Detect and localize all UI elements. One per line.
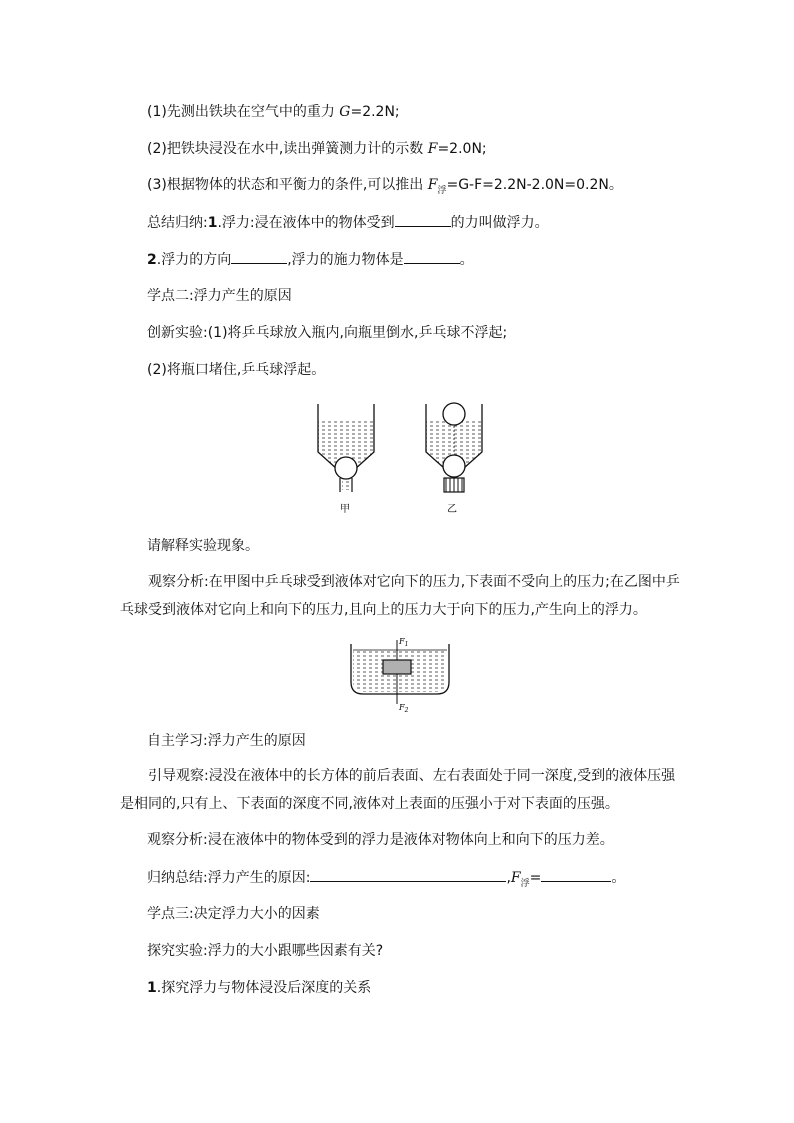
step-1-text: (1)先测出铁块在空气中的重力 xyxy=(147,104,340,120)
paragraph-step-3 xyxy=(147,175,623,201)
summary-3-text: 归纳总结:浮力产生的原因: xyxy=(147,870,311,886)
step-3-f: F xyxy=(427,177,438,193)
summary-2-mid: ,浮力的施力物体是 xyxy=(287,252,404,268)
summary-1-text: .浮力:浸在液体中的物体受到 xyxy=(217,215,395,231)
blank-3 xyxy=(404,249,460,264)
observation-paragraph-1 xyxy=(120,568,680,624)
blank-2 xyxy=(231,249,287,264)
label-yi: 乙 xyxy=(447,504,457,515)
force-f1-label: $F_1$ xyxy=(399,637,409,648)
experiment-line-1: 创新实验:(1)将乒乓球放入瓶内,向瓶里倒水,乒乓球不浮起; xyxy=(147,325,508,341)
step-3-text: (3)根据物体的状态和平衡力的条件,可以推出 xyxy=(147,177,428,193)
paragraph-step-1 xyxy=(147,102,400,122)
step-2-value: =2.0N; xyxy=(437,141,487,157)
item-1-number: 1 xyxy=(147,980,157,996)
experiment-line-2: (2)将瓶口堵住,乒乓球浮起。 xyxy=(147,362,326,378)
bottle-experiment-figure xyxy=(310,400,490,520)
summary-2-tail: 。 xyxy=(459,252,474,268)
section-heading-3: 学点三:决定浮力大小的因素 xyxy=(147,906,320,922)
summary-3: 归纳总结:浮力产生的原因: $,F_浮=$ 。 xyxy=(147,867,625,894)
guide-paragraph xyxy=(120,762,680,818)
summary-1-prefix: 总结归纳: xyxy=(147,215,208,231)
explore-line: 探究实验:浮力的大小跟哪些因素有关? xyxy=(147,943,384,959)
step-2-var: F xyxy=(427,141,438,157)
self-study-line: 自主学习:浮力产生的原因 xyxy=(147,733,306,749)
summary-1-number: 1 xyxy=(207,215,218,231)
blank-4 xyxy=(310,867,506,882)
summary-1-tail: 的力叫做浮力。 xyxy=(450,215,549,231)
summary-3-f: F xyxy=(510,870,521,886)
bottle-jia xyxy=(318,404,374,492)
section-heading-2: 学点二:浮力产生的原因 xyxy=(147,288,292,304)
step-3-equation: =G-F=2.2N-2.0N=0.2N。 xyxy=(446,177,623,193)
guide-text: 引导观察:浸没在液体中的长方体的前后表面、左右表面处于同一深度,受到的液体压强是相同的,只有上、下表面的深度不同,液体对上表面的压强小于对下表面的压强。 xyxy=(120,768,676,812)
explain-line: 请解释实验现象。 xyxy=(147,538,259,554)
summary-1 xyxy=(147,212,549,233)
observation-text-1: 观察分析:在甲图中乒乓球受到液体对它向下的压力,下表面不受向上的压力;在乙图中乒乓球受到液体对它向上和向下的压力,且向上的压力大于向下的压力,产生向上的浮力。 xyxy=(120,574,680,618)
item-1 xyxy=(147,978,371,998)
paragraph-step-2 xyxy=(147,139,487,159)
observation-line-2: 观察分析:浸在液体中的物体受到的浮力是液体对物体向上和向下的压力差。 xyxy=(147,832,614,848)
label-jia: 甲 xyxy=(340,504,350,515)
step-1-var: G xyxy=(339,104,351,120)
submerged-block-figure xyxy=(345,634,455,714)
step-1-value: =2.2N; xyxy=(350,104,400,120)
bottle-yi xyxy=(426,403,482,492)
summary-2-text: .浮力的方向 xyxy=(156,252,232,268)
blank-5 xyxy=(541,867,611,882)
blank-1 xyxy=(395,212,451,227)
summary-3-eq: = xyxy=(529,870,542,886)
summary-2-number: 2 xyxy=(147,252,157,268)
force-f2-label: $F_2$ xyxy=(399,703,409,714)
item-1-text: .探究浮力与物体浸没后深度的关系 xyxy=(156,980,372,996)
summary-2 xyxy=(147,249,474,270)
step-2-text: (2)把铁块浸没在水中,读出弹簧测力计的示数 xyxy=(147,141,428,157)
step-3-sub: 浮 xyxy=(437,185,447,196)
summary-3-tail: 。 xyxy=(611,870,626,886)
summary-3-sub: 浮 xyxy=(520,878,530,889)
